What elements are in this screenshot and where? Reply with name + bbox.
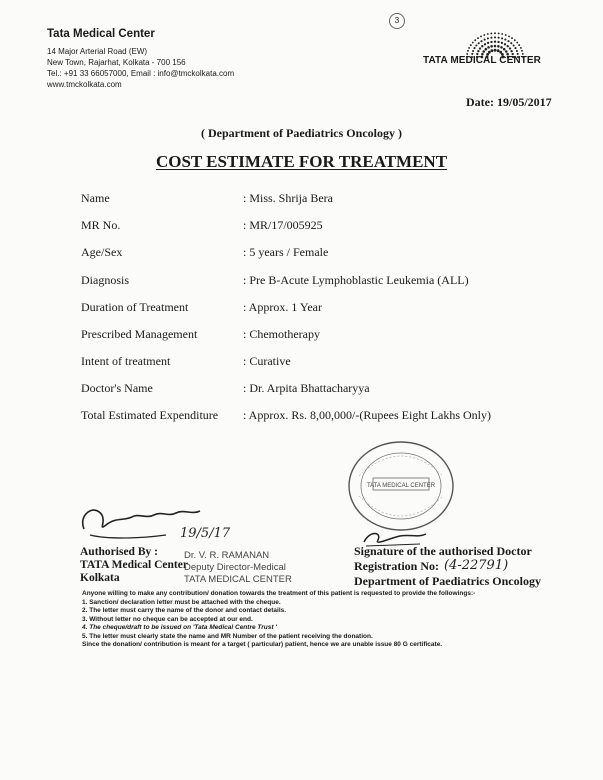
value-name: : Miss. Shrija Bera: [243, 191, 333, 205]
note-item: 2. The letter must carry the name of the donor and contact details.: [82, 607, 287, 614]
logo-dot: [480, 35, 482, 37]
note-item: 5. The letter must clearly state the name and MR Number of the patient receiving the donation.: [82, 632, 373, 640]
registration-handwritten: [444, 556, 524, 576]
logo-dot: [484, 39, 486, 41]
logo-dot: [497, 41, 499, 43]
org-name: Tata Medical Center: [47, 28, 155, 40]
logo-dot: [487, 33, 489, 35]
logo-dot: [513, 44, 515, 46]
value-mr-no: : MR/17/005925: [243, 218, 323, 232]
contact-line: Tel.: +91 33 66057000, Email : info@tmckolkata.com: [47, 69, 235, 78]
logo-dot: [480, 40, 482, 42]
logo-dot: [510, 42, 512, 44]
label-mr-no: MR No.: [81, 218, 121, 232]
logo-dot: [504, 39, 506, 41]
logo-dot: [505, 50, 508, 53]
logo-dot: [474, 39, 476, 41]
logo-dot: [497, 49, 500, 52]
logo-dot: [485, 48, 488, 51]
logo-dot: [483, 34, 485, 36]
note-item: 1. Sanction/ declaration letter must be attached with the cheque.: [82, 598, 281, 606]
doctor-signature-label: Signature of the authorised Doctor: [354, 544, 532, 558]
label-management: Prescribed Management: [81, 327, 198, 341]
website: www.tmckolkata.com: [47, 80, 122, 89]
logo-dot: [508, 35, 510, 37]
logo-text: TATA MEDICAL CENTER: [423, 55, 542, 66]
document-title: [0, 152, 603, 172]
logo-dot: [516, 50, 518, 52]
logo-dot: [491, 49, 494, 52]
logo-dot: [498, 32, 500, 34]
page-number-circle: 3: [389, 13, 405, 29]
value-duration: : Approx. 1 Year: [243, 300, 323, 314]
logo-dot: [494, 45, 497, 48]
label-expenditure: Total Estimated Expenditure: [81, 408, 219, 422]
stamp-title: Deputy Director-Medical: [184, 562, 286, 573]
logo-dot: [499, 51, 502, 54]
logo-dot: [498, 37, 500, 39]
logo-dot: [481, 45, 483, 47]
logo-dot: [503, 48, 506, 51]
logo-dot: [487, 46, 490, 49]
authorised-city: Kolkata: [80, 572, 120, 584]
logo-dot: [488, 51, 491, 54]
logo-dot: [494, 36, 496, 38]
logo-dot: [479, 47, 481, 49]
logo-dot: [490, 32, 492, 34]
logo-dot: [470, 44, 472, 46]
logo-dot: [511, 37, 513, 39]
logo-dot: [482, 50, 485, 53]
logo-dot: [509, 47, 511, 49]
value-management: : Chemotherapy: [243, 327, 320, 341]
logo-dot: [501, 42, 503, 44]
logo-dot: [478, 42, 480, 44]
logo-dot: [490, 41, 492, 43]
authorised-org: TATA Medical Center: [80, 559, 188, 571]
logo-dot: [521, 50, 523, 52]
registration-number: (4-22791): [444, 558, 509, 573]
logo-dot: [477, 37, 479, 39]
donation-notes: [82, 590, 592, 650]
address-line-1: 14 Major Arterial Road (EW): [47, 47, 148, 56]
registration-label: Registration No:: [354, 559, 439, 573]
logo-dot: [514, 47, 516, 49]
logo-dot: [490, 45, 493, 48]
logo-dot: [490, 37, 492, 39]
label-duration: Duration of Treatment: [81, 300, 189, 314]
stamp-name: Dr. V. R. RAMANAN: [184, 550, 270, 561]
logo-dot: [505, 34, 507, 36]
logo-dot: [494, 49, 497, 52]
logo-dot: [507, 45, 509, 47]
logo-dot: [504, 43, 506, 45]
logo-dot: [473, 47, 475, 49]
logo-dot: [500, 46, 503, 49]
logo-dot: [472, 50, 474, 52]
document-title-text: COST ESTIMATE FOR TREATMENT: [155, 152, 448, 171]
logo-dot: [510, 50, 512, 52]
value-doctor: : Dr. Arpita Bhattacharyya: [243, 381, 370, 395]
seal-text: TATA MEDICAL CENTER: [366, 483, 436, 489]
department: ( Department of Paediatrics Oncology ): [201, 126, 402, 140]
label-doctor: Doctor's Name: [81, 381, 153, 395]
handwritten-date: 19/5/17: [180, 526, 231, 541]
label-name: Name: [81, 191, 110, 205]
label-intent: Intent of treatment: [81, 354, 171, 368]
logo-dot: [472, 42, 474, 44]
logo-dot: [516, 42, 518, 44]
logo-dot: [494, 41, 496, 43]
hospital-seal: [345, 438, 457, 534]
logo-dot: [467, 50, 469, 52]
logo-dot: [514, 39, 516, 41]
logo-dot: [475, 44, 477, 46]
logo-dot: [518, 44, 520, 46]
logo-dot: [468, 47, 470, 49]
label-age-sex: Age/Sex: [81, 245, 123, 259]
label-diagnosis: Diagnosis: [81, 273, 129, 287]
note-item: 3. Without letter no cheque can be accepted at our end.: [82, 615, 253, 623]
value-age-sex: : 5 years / Female: [243, 245, 329, 259]
logo-dot: [494, 32, 496, 34]
value-diagnosis: : Pre B-Acute Lymphoblastic Leukemia (ALL): [243, 273, 469, 287]
logo-dot: [477, 50, 479, 52]
logo-dot: [487, 42, 489, 44]
note-item: 4. The cheque/draft to be issued on 'Tata Medical Centre Trust ': [82, 624, 277, 631]
document-date: Date: 19/05/2017: [466, 95, 552, 109]
stamp-org: TATA MEDICAL CENTER: [184, 574, 292, 585]
doctor-department: Department of Paediatrics Oncology: [354, 574, 541, 588]
logo-dot: [501, 33, 503, 35]
address-line-2: New Town, Rajarhat, Kolkata - 700 156: [47, 58, 186, 67]
logo-dot: [484, 43, 486, 45]
value-expenditure: : Approx. Rs. 8,00,000/-(Rupees Eight Lakhs Only): [243, 408, 491, 422]
notes-intro: Anyone willing to make any contribution/ donation towards the treatment of this patient is requested to provide the followings:-: [82, 590, 476, 597]
logo-dot: [520, 47, 522, 49]
logo-dot: [507, 40, 509, 42]
logo-dot: [501, 37, 503, 39]
notes-footer: Since the donation/ contribution is meant for a target ( particular) patient, hence we are unable issue 80 G certificate.: [82, 641, 443, 648]
logo-dot: [497, 45, 500, 48]
value-intent: : Curative: [243, 354, 291, 368]
logo-dot: [487, 37, 489, 39]
authorised-by: Authorised By :: [80, 546, 158, 558]
